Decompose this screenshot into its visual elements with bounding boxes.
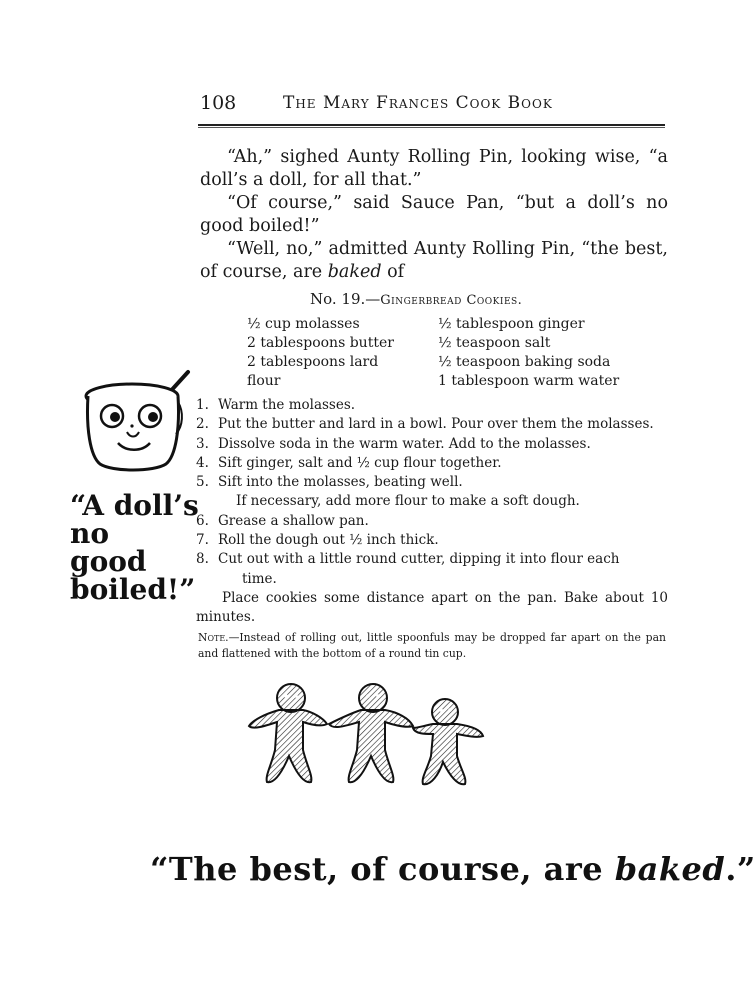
bottom-caption: “The best, of course, are baked.” <box>150 850 756 888</box>
recipe-note <box>198 630 666 662</box>
recipe-name: Gingerbread Cookies. <box>380 293 523 308</box>
story-text <box>200 146 668 284</box>
paragraph: “Well, no,” admitted Aunty Rolling Pin, “the best, of course, are baked of <box>200 239 668 282</box>
ingredient: 2 tablespoons lard <box>247 354 379 370</box>
header-rule <box>198 124 665 126</box>
ingredient: ½ tablespoon ginger <box>438 316 585 332</box>
paragraph: “Ah,” sighed Aunty Rolling Pin, looking wise, “a doll’s a doll, for all that.” <box>200 147 668 190</box>
step: 6. Grease a shallow pan. <box>196 512 369 529</box>
recipe-steps <box>196 396 668 628</box>
step-continuation: If necessary, add more flour to make a soft dough. <box>236 493 580 510</box>
side-caption: “A doll’s no good boiled!” <box>70 489 199 606</box>
ingredients-right <box>438 315 619 391</box>
step: 3. Dissolve soda in the warm water. Add to the molasses. <box>196 435 591 452</box>
ingredient: 1 tablespoon warm water <box>438 373 620 389</box>
note-label: Note. <box>198 631 229 644</box>
step-continuation: time. <box>242 570 277 587</box>
ingredient: 2 tablespoons butter <box>247 335 394 351</box>
ingredient: ½ cup molasses <box>247 316 360 332</box>
baking-instruction: Place cookies some distance apart on the pan. Bake about 10 minutes. <box>196 589 668 626</box>
note-text: —Instead of rolling out, little spoonfuls may be dropped far apart on the pan and flattened with the bottom of a round tin cup. <box>198 631 666 660</box>
step: 4. Sift ginger, salt and ½ cup flour together. <box>196 454 502 471</box>
ingredient: ½ teaspoon baking soda <box>438 354 611 370</box>
step: 5. Sift into the molasses, beating well. <box>196 474 463 491</box>
recipe-number: No. 19.— <box>310 290 381 308</box>
sauce-pan-illustration <box>82 368 194 478</box>
running-title: The Mary Frances Cook Book <box>283 93 553 113</box>
header-rule-thin <box>198 127 665 128</box>
page-header <box>200 92 665 116</box>
ingredients-left <box>247 315 394 391</box>
step: 1. Warm the molasses. <box>196 397 356 413</box>
step: 7. Roll the dough out ½ inch thick. <box>196 532 439 549</box>
page-number: 108 <box>200 92 237 114</box>
ingredient: ½ teaspoon salt <box>438 335 551 351</box>
gingerbread-people-illustration <box>245 680 507 792</box>
step: 8. Cut out with a little round cutter, dipping it into flour each <box>196 551 620 568</box>
ingredient: flour <box>247 373 281 389</box>
recipe-title <box>310 290 522 308</box>
paragraph: “Of course,” said Sauce Pan, “but a doll’s no good boiled!” <box>200 193 668 236</box>
step: 2. Put the butter and lard in a bowl. Pour over them the molasses. <box>196 416 654 433</box>
